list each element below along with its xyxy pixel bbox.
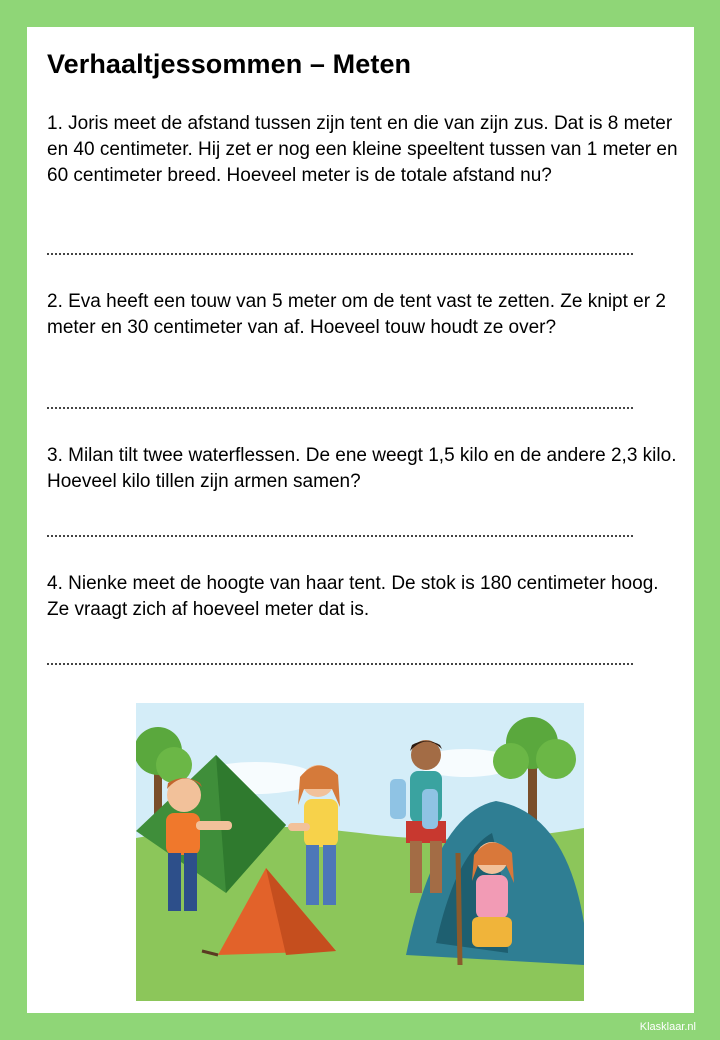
- camping-illustration: [136, 703, 584, 1001]
- answer-line-4[interactable]: [47, 663, 633, 665]
- answer-line-3[interactable]: [47, 535, 633, 537]
- question-3: 3. Milan tilt twee waterflessen. De ene weegt 1,5 kilo en de andere 2,3 kilo. Hoeveel kilo tillen zijn armen samen?: [47, 445, 677, 492]
- worksheet-title: Verhaaltjessommen – Meten: [47, 49, 412, 79]
- answer-line-1[interactable]: [47, 253, 633, 255]
- answer-line-2[interactable]: [47, 407, 633, 409]
- worksheet-page: [27, 27, 694, 1013]
- question-2: 2. Eva heeft een touw van 5 meter om de tent vast te zetten. Ze knipt er 2 meter en 30 centimeter van af. Hoeveel touw houdt ze over?: [47, 291, 666, 338]
- question-4: 4. Nienke meet de hoogte van haar tent. De stok is 180 centimeter hoog. Ze vraagt zich af hoeveel meter dat is.: [47, 573, 659, 620]
- question-1: 1. Joris meet de afstand tussen zijn tent en die van zijn zus. Dat is 8 meter en 40 centimeter. Hij zet er nog een kleine speeltent tussen van 1 meter en 60 centimeter breed. Hoeveel meter is de totale afstand nu?: [47, 113, 678, 186]
- footer-brand: Klasklaar.nl: [639, 1021, 696, 1033]
